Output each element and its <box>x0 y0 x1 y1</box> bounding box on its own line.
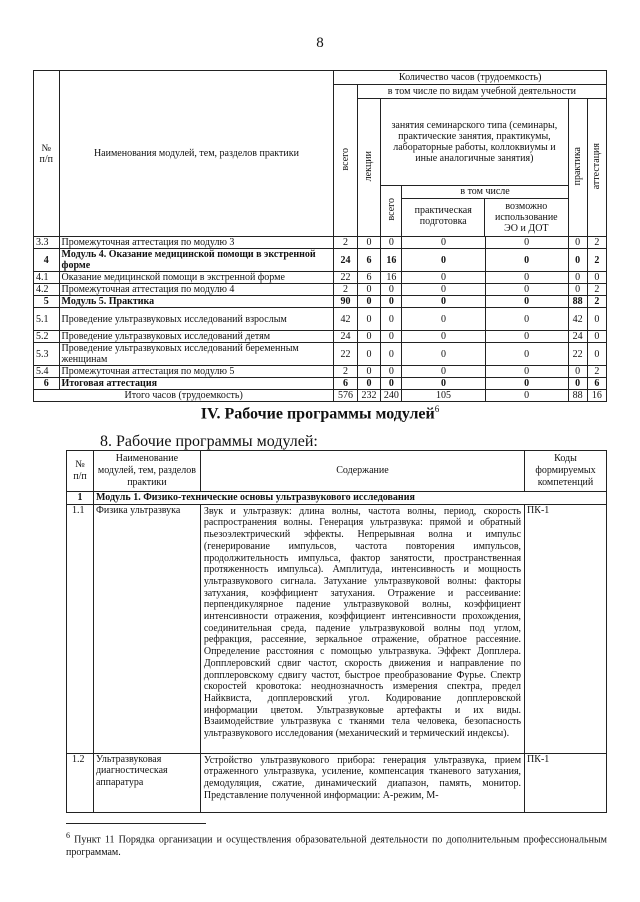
row-value: 2 <box>587 237 606 249</box>
row-value: 22 <box>334 343 357 366</box>
row-value: 0 <box>357 366 380 378</box>
row-value: 0 <box>381 308 402 331</box>
row-name: Модуль 5. Практика <box>59 296 334 308</box>
row-value: 6 <box>357 272 380 284</box>
row-content: Звук и ультразвук: длина волны, частота волны, период, скорость распространения волны. Генерация ультразвука: прямой и обратный пьезоэлектрический эффекты. Непрерывная волна и импульс (генерирование импульсов, частота повторения импульсов, продолжительность импульса, фактор занятости, пространственная протяженность импульса). Амплитуда, интенсивность и мощность ультразвукового сигнала. Затухание ультразвуковой волны: факторы затухания, коэффициент затухания. Отражение и рассеивание: перпендикулярное падение ультразвуковой волны, коэффициент интенсивности отражения, коэффициент интенсивности прохождения, соединительная среда, падение ультразвуковой волны под углом, рефракция, рассеяние, зеркальное отражение, обратное рассеяние. Определение расстояния с помощью ультразвука. Эффект Допплера. Допплеровский сдвиг частот, скорость движения и направление по допплеровскому сдвигу частот, быстрое преобразование Фурье. Спектр скоростей кровотока: неоднозначность измерения спектра, предел Найквиста, допплеровский угол. Кодирование допплеровской информации цветом. Ультразвуковые артефакты и их виды. Взаимодействие ультразвука с тканями тела человека, безопасность ультразвукового исследования (механический и термический индексы). <box>200 504 524 753</box>
header-name: Наименования модулей, тем, разделов практики <box>59 71 334 237</box>
row-content: Устройство ультразвукового прибора: генерация ультразвука, прием отраженного ультразвука, усиление, компенсация тканевого затухания, демодуляция, сжатие, динамический диапазон, память, монитор. Представление полученной информации: А-режим, М- <box>200 753 524 812</box>
row-name: Физика ультразвука <box>93 504 200 753</box>
row-value: 0 <box>381 343 402 366</box>
row-value: 0 <box>568 249 587 272</box>
row-name: Итоговая аттестация <box>59 378 334 390</box>
row-value: 0 <box>381 296 402 308</box>
row-value: 0 <box>485 378 568 390</box>
row-value: 0 <box>485 272 568 284</box>
row-code: ПК-1 <box>525 753 607 812</box>
table-row <box>67 504 607 753</box>
row-value: 0 <box>587 343 606 366</box>
footnote-mark: 6 <box>434 404 440 414</box>
row-value: 2 <box>587 249 606 272</box>
row-value: 22 <box>334 272 357 284</box>
header-sem-total: всего <box>385 198 397 221</box>
row-value: 24 <box>334 249 357 272</box>
table-row <box>67 753 607 812</box>
row-value: 0 <box>381 378 402 390</box>
row-value: 0 <box>485 331 568 343</box>
row-num: 4 <box>34 249 60 272</box>
row-value: 16 <box>381 272 402 284</box>
t2-header-content: Содержание <box>200 451 524 492</box>
row-value: 0 <box>587 272 606 284</box>
row-value: 2 <box>587 284 606 296</box>
row-value: 0 <box>485 284 568 296</box>
section-title-text: IV. Рабочие программы модулей <box>200 405 435 423</box>
total-cell: 16 <box>587 390 606 402</box>
table-row <box>34 272 607 284</box>
row-value: 0 <box>568 272 587 284</box>
row-value: 0 <box>485 249 568 272</box>
row-value: 88 <box>568 296 587 308</box>
programs-table <box>66 450 607 813</box>
row-num: 5 <box>34 296 60 308</box>
row-value: 0 <box>357 284 380 296</box>
row-value: 16 <box>381 249 402 272</box>
table-row <box>34 378 607 390</box>
row-name: Оказание медицинской помощи в экстренной форме <box>59 272 334 284</box>
row-num: 5.3 <box>34 343 60 366</box>
row-value: 2 <box>587 366 606 378</box>
row-value: 0 <box>485 308 568 331</box>
t2-header-codes: Коды формируемых компетенций <box>525 451 607 492</box>
total-cell: 240 <box>381 390 402 402</box>
row-value: 0 <box>568 284 587 296</box>
footnote <box>66 829 607 859</box>
row-value: 0 <box>402 308 485 331</box>
row-value: 0 <box>357 378 380 390</box>
module-num: 1 <box>67 492 94 505</box>
total-cell: 88 <box>568 390 587 402</box>
row-value: 0 <box>381 284 402 296</box>
row-value: 0 <box>485 296 568 308</box>
header-seminars: занятия семинарского типа (семинары, практические занятия, практикумы, лабораторные работы, коллоквиумы и иные аналогичные занятия) <box>381 99 568 186</box>
section-title <box>0 404 640 423</box>
row-value: 2 <box>587 296 606 308</box>
table-row <box>34 343 607 366</box>
header-by-type: в том числе по видам учебной деятельности <box>357 85 606 99</box>
row-value: 0 <box>381 366 402 378</box>
row-value: 0 <box>402 237 485 249</box>
header-total: всего <box>340 147 352 171</box>
row-code: ПК-1 <box>525 504 607 753</box>
row-value: 42 <box>568 308 587 331</box>
row-value: 0 <box>402 296 485 308</box>
row-value: 0 <box>485 343 568 366</box>
header-attestation: аттестация <box>591 142 603 190</box>
footnote-number: 6 <box>66 831 70 840</box>
table-row <box>34 331 607 343</box>
row-value: 0 <box>402 343 485 366</box>
footnote-text: Пункт 11 Порядка организации и осуществления образовательной деятельности по дополнительным профессиональным программам. <box>66 834 607 859</box>
row-value: 0 <box>357 331 380 343</box>
row-value: 90 <box>334 296 357 308</box>
row-name: Промежуточная аттестация по модулю 3 <box>59 237 334 249</box>
row-num: 5.2 <box>34 331 60 343</box>
row-value: 0 <box>402 331 485 343</box>
row-value: 0 <box>587 331 606 343</box>
page-number: 8 <box>316 35 324 51</box>
row-value: 0 <box>485 237 568 249</box>
header-eo-dot: возможно использование ЭО и ДОТ <box>495 201 558 234</box>
module-title: Модуль 1. Физико-технические основы ультразвукового исследования <box>93 492 606 505</box>
row-num: 1.1 <box>67 504 94 753</box>
row-value: 2 <box>334 284 357 296</box>
row-name: Проведение ультразвуковых исследований беременным женщинам <box>59 343 334 366</box>
row-num: 5.4 <box>34 366 60 378</box>
subtitle: 8. Рабочие программы модулей: <box>100 433 318 450</box>
footnote-rule <box>66 823 206 824</box>
row-value: 0 <box>402 284 485 296</box>
hours-table <box>33 70 607 402</box>
row-value: 0 <box>568 237 587 249</box>
row-name: Ультразвуковая диагностическая аппаратура <box>93 753 200 812</box>
row-value: 24 <box>334 331 357 343</box>
row-value: 0 <box>402 249 485 272</box>
header-hours: Количество часов (трудоемкость) <box>334 71 607 85</box>
row-value: 22 <box>568 343 587 366</box>
row-value: 0 <box>402 272 485 284</box>
row-name: Промежуточная аттестация по модулю 5 <box>59 366 334 378</box>
row-value: 24 <box>568 331 587 343</box>
table-row <box>34 308 607 331</box>
table-row <box>34 249 607 272</box>
total-cell: 232 <box>357 390 380 402</box>
row-num: 6 <box>34 378 60 390</box>
row-name: Проведение ультразвуковых исследований взрослым <box>59 308 334 331</box>
header-prac-prep: практическая подготовка <box>402 199 485 236</box>
table-row <box>34 237 607 249</box>
row-num: 1.2 <box>67 753 94 812</box>
row-value: 0 <box>381 237 402 249</box>
header-incl: в том числе <box>402 186 567 199</box>
table-row <box>34 366 607 378</box>
row-value: 0 <box>357 308 380 331</box>
table-row <box>34 296 607 308</box>
row-value: 6 <box>334 378 357 390</box>
header-lectures: лекции <box>363 150 375 182</box>
row-value: 0 <box>357 343 380 366</box>
row-num: 4.2 <box>34 284 60 296</box>
row-value: 0 <box>402 366 485 378</box>
t2-header-name: Наименование модулей, тем, разделов практики <box>93 451 200 492</box>
row-num: 4.1 <box>34 272 60 284</box>
row-value: 0 <box>357 296 380 308</box>
row-value: 0 <box>381 331 402 343</box>
row-value: 0 <box>402 378 485 390</box>
row-value: 6 <box>587 378 606 390</box>
row-value: 0 <box>357 237 380 249</box>
row-value: 2 <box>334 237 357 249</box>
row-value: 42 <box>334 308 357 331</box>
row-name: Проведение ультразвуковых исследований детям <box>59 331 334 343</box>
row-num: 5.1 <box>34 308 60 331</box>
row-value: 0 <box>568 366 587 378</box>
row-name: Модуль 4. Оказание медицинской помощи в экстренной форме <box>59 249 334 272</box>
total-cell: 0 <box>485 390 568 402</box>
table-row <box>34 284 607 296</box>
row-value: 2 <box>334 366 357 378</box>
row-value: 0 <box>568 378 587 390</box>
row-value: 0 <box>485 366 568 378</box>
row-name: Промежуточная аттестация по модулю 4 <box>59 284 334 296</box>
header-practice: практика <box>572 146 584 186</box>
row-num: 3.3 <box>34 237 60 249</box>
header-num: № п/п <box>34 71 60 237</box>
t2-header-num: № п/п <box>67 451 94 492</box>
row-value: 6 <box>357 249 380 272</box>
total-label: Итого часов (трудоемкость) <box>34 390 334 402</box>
total-cell: 576 <box>334 390 357 402</box>
row-value: 0 <box>587 308 606 331</box>
total-cell: 105 <box>402 390 485 402</box>
